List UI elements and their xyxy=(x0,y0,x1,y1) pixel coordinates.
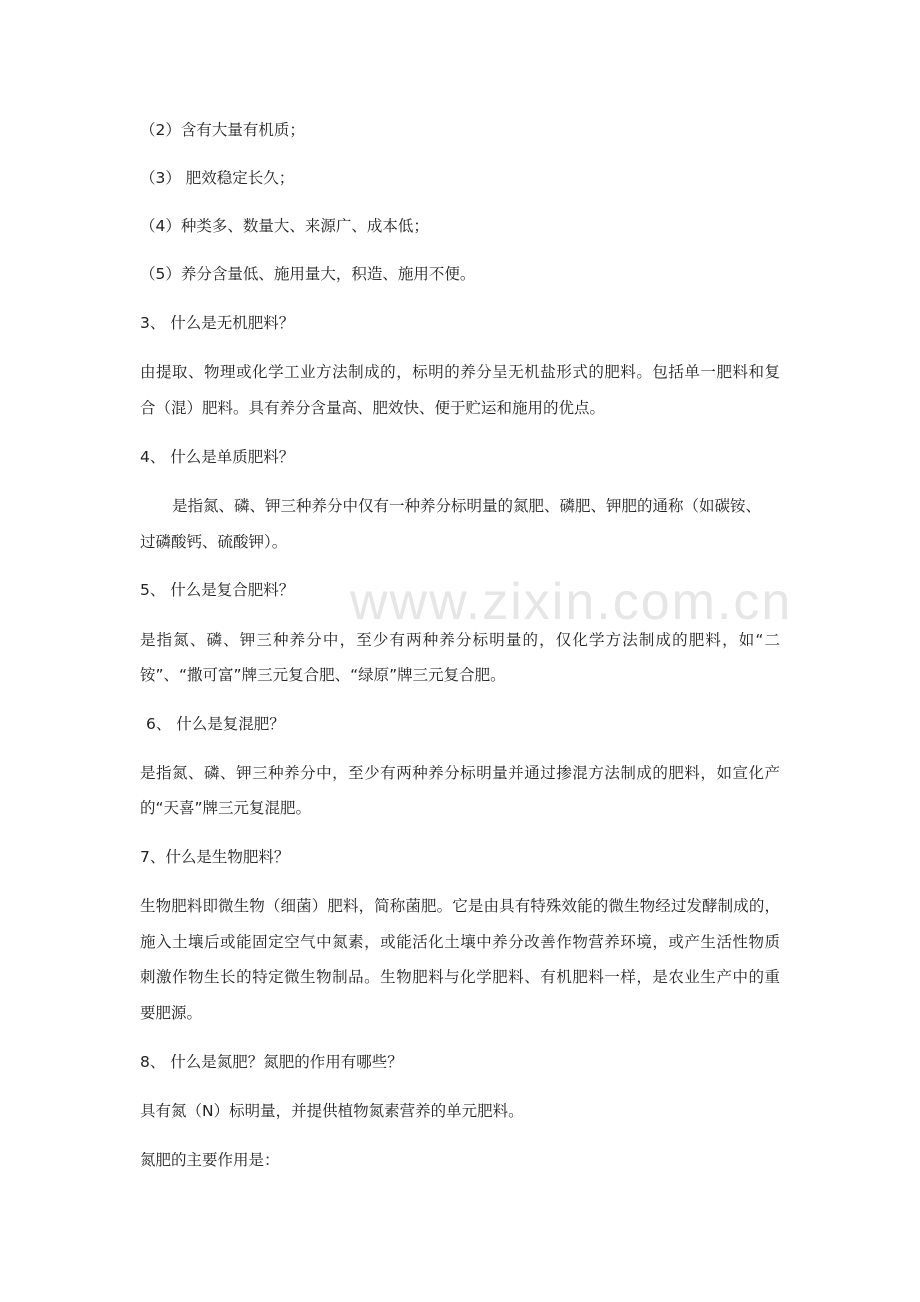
answer-3-line-1: 由提取、物理或化学工业方法制成的，标明的养分呈无机盐形式的肥料。包括单一肥料和复 xyxy=(140,363,780,381)
answer-7-line-4: 要肥源。 xyxy=(140,1004,203,1022)
question-3-heading: 3、 什么是无机肥料？ xyxy=(140,314,295,332)
answer-5-line-2: 铵”、“撒可富”牌三元复合肥、“绿原”牌三元复合肥。 xyxy=(140,666,506,684)
answer-8-line-1: 具有氮（N）标明量，并提供植物氮素营养的单元肥料。 xyxy=(140,1102,524,1120)
answer-7-line-2: 施入土壤后或能固定空气中氮素，或能活化土壤中养分改善作物营养环境，或产生活性物质 xyxy=(140,933,780,951)
list-item-3: （3） 肥效稳定长久； xyxy=(140,169,295,187)
answer-3-line-2: 合（混）肥料。具有养分含量高、肥效快、便于贮运和施用的优点。 xyxy=(140,399,606,417)
answer-5-line-1: 是指氮、磷、钾三种养分中，至少有两种养分标明量的，仅化学方法制成的肥料，如“二 xyxy=(140,631,780,649)
answer-7-line-3: 刺激作物生长的特定微生物制品。生物肥料与化学肥料、有机肥料一样，是农业生产中的重 xyxy=(140,968,780,986)
question-8-heading: 8、 什么是氮肥？氮肥的作用有哪些？ xyxy=(140,1053,403,1071)
list-item-5: （5）养分含量低、施用量大，积造、施用不便。 xyxy=(140,265,476,283)
list-item-4: （4）种类多、数量大、来源广、成本低； xyxy=(140,217,429,235)
answer-6-line-2: 的“天喜”牌三元复混肥。 xyxy=(140,799,312,817)
answer-8-line-2: 氮肥的主要作用是： xyxy=(140,1151,280,1169)
question-6-heading: 6、 什么是复混肥？ xyxy=(146,715,285,733)
answer-4-line-2: 过磷酸钙、硫酸钾）。 xyxy=(140,533,288,551)
question-4-heading: 4、 什么是单质肥料？ xyxy=(140,448,295,466)
list-item-2: （2）含有大量有机质； xyxy=(140,121,305,139)
question-7-heading: 7、什么是生物肥料？ xyxy=(140,848,290,866)
watermark: www.zixin.com.cn xyxy=(350,573,793,631)
answer-6-line-1: 是指氮、磷、钾三种养分中，至少有两种养分标明量并通过掺混方法制成的肥料，如宣化产 xyxy=(140,764,780,782)
answer-4-line-1: 是指氮、磷、钾三种养分中仅有一种养分标明量的氮肥、磷肥、钾肥的通称（如碳铵、 xyxy=(172,497,762,515)
question-5-heading: 5、 什么是复合肥料？ xyxy=(140,581,295,599)
answer-7-line-1: 生物肥料即微生物（细菌）肥料，简称菌肥。它是由具有特殊效能的微生物经过发酵制成的， xyxy=(140,897,780,915)
